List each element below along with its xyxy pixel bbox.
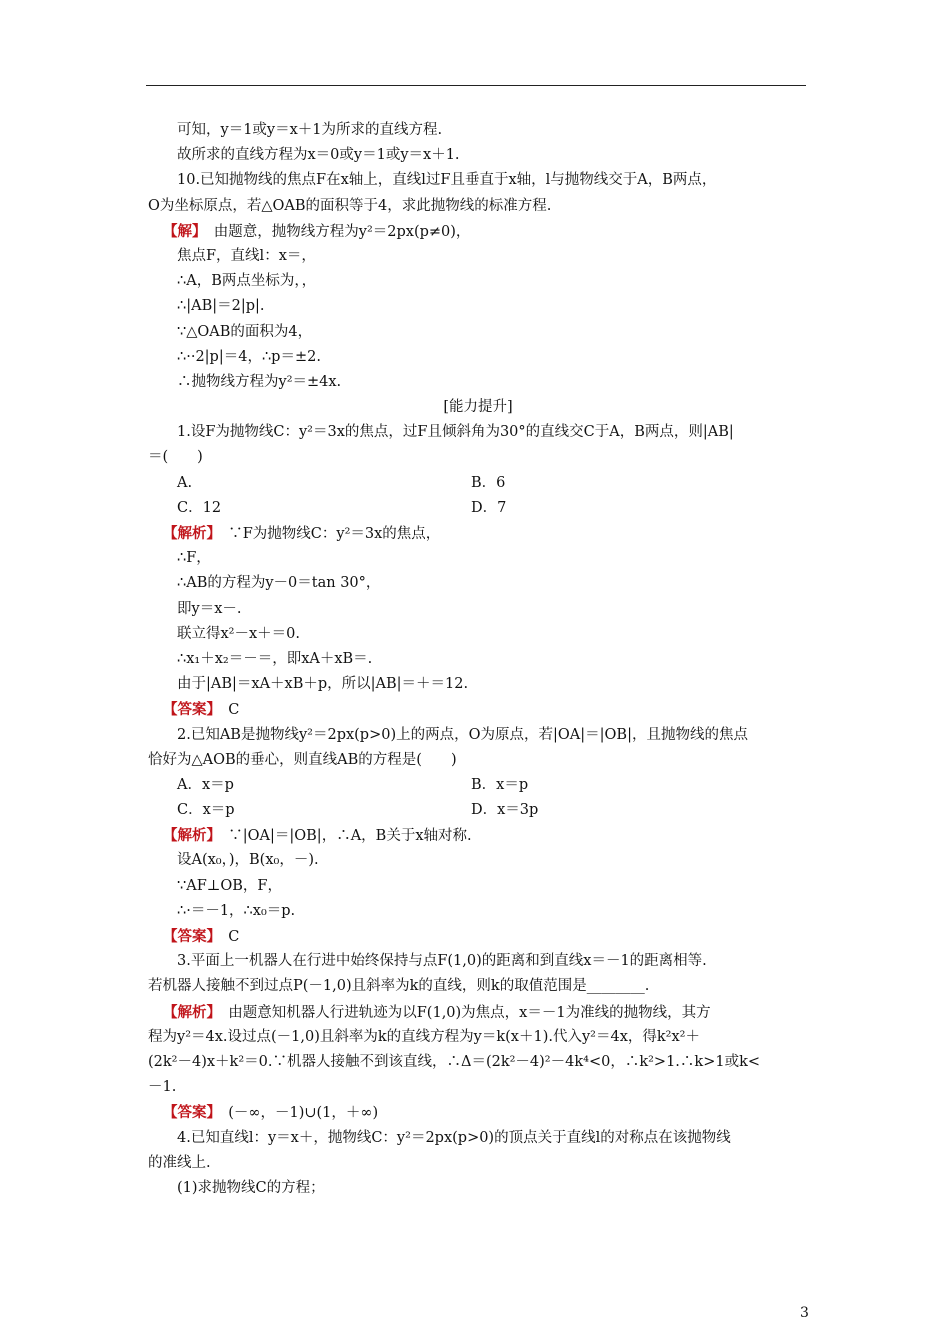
line-text: ∴抛物线方程为y²＝±4x. (177, 373, 342, 390)
text-line (148, 1151, 808, 1176)
line-text: ∴x₁＋x₂＝－＝，即xA＋xB＝. (177, 650, 373, 667)
text-line (148, 723, 808, 748)
line-text: 由题意，抛物线方程为y²＝2px(p≠0)， (199, 223, 471, 240)
text-line (148, 320, 808, 345)
text-line (148, 244, 808, 269)
text-line (148, 773, 808, 798)
line-text: ∵|OA|＝|OB|，∴A，B关于x轴对称. (213, 828, 472, 845)
text-line (148, 143, 808, 168)
answer-option: C．12 (177, 499, 222, 516)
answer-option: A. (177, 474, 193, 491)
text-line (148, 622, 808, 647)
text-line (148, 748, 808, 773)
page-number: 3 (800, 1305, 809, 1321)
text-line (148, 269, 808, 294)
text-line (148, 168, 808, 193)
line-text: ∴··2|p|＝4，∴p＝±2. (177, 348, 321, 365)
section-tag: 【解析】 (163, 525, 214, 542)
line-text: 若机器人接触不到过点P(－1,0)且斜率为k的直线，则k的取值范围是________. (148, 978, 650, 995)
text-line (148, 697, 808, 722)
text-line (148, 647, 808, 672)
text-line (148, 1025, 808, 1050)
line-text: 2.已知AB是抛物线y²＝2px(p>0)上的两点，O为原点，若|OA|＝|OB|，且抛物线的焦点 (177, 726, 748, 743)
line-text: ∴|AB|＝2|p|. (177, 298, 265, 315)
line-text: ∵F为抛物线C：y²＝3x的焦点， (213, 526, 441, 542)
text-line (148, 194, 808, 219)
line-text: ∴F， (177, 550, 211, 567)
section-tag: 【答案】 (163, 1104, 214, 1122)
text-line (148, 1126, 808, 1151)
section-tag: 【解析】 (163, 827, 214, 845)
text-line (148, 445, 808, 470)
line-text: 焦点F，直线l：x＝， (177, 247, 316, 264)
text-line (148, 395, 808, 420)
section-tag: 【解】 (163, 222, 200, 240)
line-text: C (213, 929, 240, 945)
line-text: ∴AB的方程为y－0＝tan 30°， (177, 575, 381, 592)
answer-option: B．x＝p (471, 776, 529, 793)
answer-option: D．x＝3p (471, 802, 539, 819)
line-text: 联立得x²－x＋＝0. (177, 625, 301, 642)
line-text: [能力提升] (443, 399, 513, 416)
line-text: 恰好为△AOB的垂心，则直线AB的方程是( ) (148, 751, 457, 768)
line-text: 1.设F为抛物线C：y²＝3x的焦点，过F且倾斜角为30°的直线交C于A，B两点，则|AB| (177, 424, 734, 441)
text-line (148, 471, 808, 496)
text-line (148, 294, 808, 319)
text-line (148, 219, 808, 244)
text-line (148, 1075, 808, 1100)
text-line (148, 1176, 808, 1201)
text-line (148, 874, 808, 899)
text-line (148, 1050, 808, 1075)
section-tag: 【答案】 (163, 928, 214, 945)
line-text: (－∞，－1)∪(1，＋∞) (213, 1105, 379, 1122)
text-line (148, 848, 808, 873)
line-text: 3.平面上一机器人在行进中始终保持与点F(1,0)的距离和到直线x＝－1的距离相等. (177, 953, 707, 970)
text-line (148, 899, 808, 924)
page-body (148, 118, 808, 1201)
line-text: 的准线上. (148, 1154, 211, 1171)
text-line (148, 345, 808, 370)
text-line (148, 949, 808, 974)
line-text: O为坐标原点，若△OAB的面积等于4，求此抛物线的标准方程. (148, 197, 552, 214)
text-line (148, 1000, 808, 1025)
answer-option: D．7 (471, 499, 507, 516)
line-text: 4.已知直线l：y＝x＋，抛物线C：y²＝2px(p>0)的顶点关于直线l的对称点在该抛物线 (177, 1129, 731, 1146)
text-line (148, 924, 808, 949)
text-line (148, 521, 808, 546)
text-line (148, 546, 808, 571)
answer-option: C．x＝p (177, 802, 235, 819)
line-text: (1)求抛物线C的方程； (177, 1179, 325, 1196)
line-text: 程为y²＝4x.设过点(－1,0)且斜率为k的直线方程为y＝k(x＋1).代入y²＝4x，得k²x²＋ (148, 1028, 700, 1045)
line-text: ＝( ) (148, 449, 203, 466)
line-text: ∴·＝－1，∴x₀＝p. (177, 902, 296, 919)
line-text: 设A(x₀，)，B(x₀，－). (177, 852, 319, 869)
text-line (148, 823, 808, 848)
line-text: 由于|AB|＝xA＋xB＋p，所以|AB|＝＋＝12. (177, 676, 469, 693)
text-line (148, 370, 808, 395)
line-text: －1. (148, 1079, 177, 1096)
header-rule (146, 85, 806, 86)
text-line (148, 798, 808, 823)
section-tag: 【解析】 (163, 1003, 214, 1021)
text-line (148, 496, 808, 521)
text-line (148, 118, 808, 143)
answer-option: B．6 (471, 474, 506, 491)
line-text: 故所求的直线方程为x＝0或y＝1或y＝x＋1. (177, 147, 460, 164)
line-text: 即y＝x－. (177, 600, 242, 617)
text-line (148, 597, 808, 622)
line-text: (2k²－4)x＋k²＝0.∵机器人接触不到该直线，∴Δ＝(2k²－4)²－4k⁴<0，∴k²>1.∴k>1或k< (148, 1053, 760, 1070)
line-text: ∵AF⊥OB，F， (177, 877, 282, 894)
text-line (148, 420, 808, 445)
line-text: C (213, 702, 240, 719)
line-text: ∴A，B两点坐标为，， (177, 273, 317, 290)
text-line (148, 1100, 808, 1125)
line-text: ∵△OAB的面积为4， (177, 323, 313, 340)
answer-option: A．x＝p (177, 776, 234, 793)
text-line (148, 672, 808, 697)
line-text: 10.已知抛物线的焦点F在x轴上，直线l过F且垂直于x轴，l与抛物线交于A，B两点， (177, 172, 717, 189)
section-tag: 【答案】 (163, 701, 214, 719)
line-text: 可知，y＝1或y＝x＋1为所求的直线方程. (177, 122, 443, 138)
text-line (148, 974, 808, 999)
line-text: 由题意知机器人行进轨迹为以F(1,0)为焦点，x＝－1为准线的抛物线，其方 (213, 1004, 711, 1021)
text-line (148, 571, 808, 596)
